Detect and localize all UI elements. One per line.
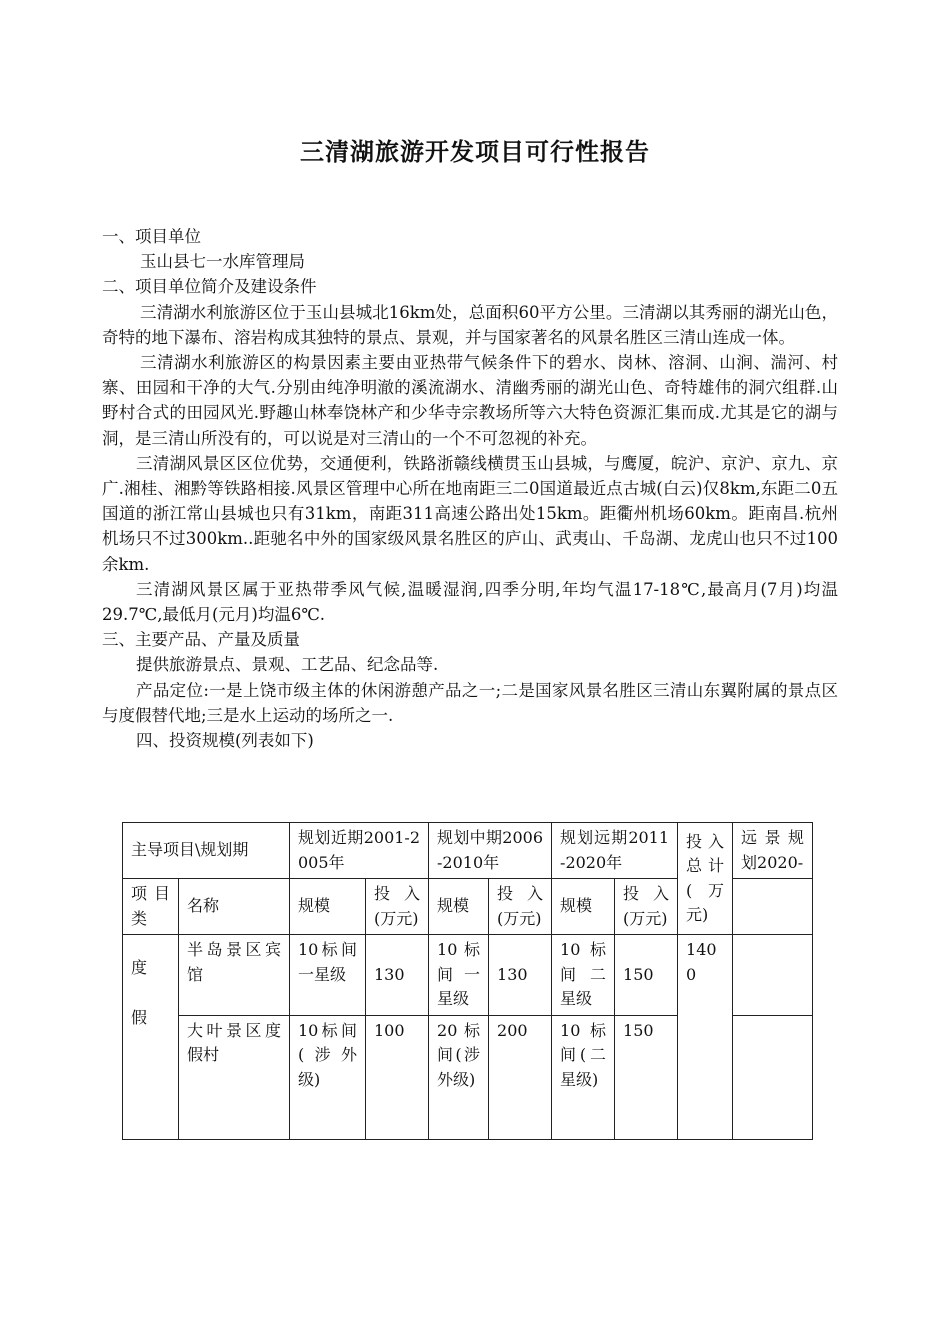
row-1-mid-invest: 130 xyxy=(489,935,552,1016)
section-2-heading: 二、项目单位简介及建设条件 xyxy=(102,277,317,297)
subheader-far-invest: 投入(万元) xyxy=(615,879,678,935)
row-2-mid-scale: 20标间(涉外级) xyxy=(429,1015,489,1139)
investment-table xyxy=(122,822,813,1140)
section-1-heading: 一、项目单位 xyxy=(102,227,201,246)
section-3-heading: 三、主要产品、产量及质量 xyxy=(102,630,300,650)
row-1-mid-scale: 10标间一星级 xyxy=(429,935,489,1016)
subheader-mid-invest: 投入(万元) xyxy=(489,879,552,935)
products-paragraph: 提供旅游景点、景观、工艺品、纪念品等. xyxy=(136,655,439,675)
row-1-far-scale: 10标间二星级 xyxy=(552,935,615,1016)
header-period-near: 规划近期2001-2005年 xyxy=(290,823,429,879)
section-4-heading: 四、投资规模(列表如下) xyxy=(136,731,314,751)
row-2-near-scale: 10标间(涉外级) xyxy=(290,1015,366,1139)
header-period-far: 规划远期2011-2020年 xyxy=(552,823,678,879)
subheader-far-scale: 规模 xyxy=(552,879,615,935)
subheader-near-invest: 投入(万元) xyxy=(366,879,429,935)
header-period-mid: 规划中期2006-2010年 xyxy=(429,823,552,879)
document-title: 三清湖旅游开发项目可行性报告 xyxy=(300,138,650,166)
intro-paragraph-3: 三清湖风景区区位优势，交通便利，铁路浙赣线横贯玉山县城，与鹰厦，皖沪、京沪、京九、京广.湘桂、湘黔等铁路相接.风景区管理中心所在地南距三二0国道最近点古城(白云)仅8km,东距二0五国道的浙江常山县城也只有31km，南距311高速公路出处15km。距衢州机场60km。距南昌.杭州机场只不过300km..距驰名中外的国家级风景名胜区的庐山、武夷山、千岛湖、龙虎山也只不过100余km. xyxy=(102,453,838,574)
subheader-future-empty xyxy=(733,879,813,935)
row-2-far-scale: 10标间(二星级) xyxy=(552,1015,615,1139)
table-row xyxy=(123,935,813,1016)
intro-paragraph-1: 三清湖水利旅游区位于玉山县城北16km处，总面积60平方公里。三清湖以其秀丽的湖光山色，奇特的地下瀑布、溶岩构成其独特的景点、景观，并与国家著名的风景名胜区三清山连成一体。 xyxy=(102,302,838,347)
row-1-total: 1400 xyxy=(678,935,733,1140)
row-1-near-scale: 10标间一星级 xyxy=(290,935,366,1016)
subheader-mid-scale: 规模 xyxy=(429,879,489,935)
project-unit-name: 玉山县七一水库管理局 xyxy=(140,252,305,272)
row-2-future xyxy=(733,1015,813,1139)
row-2-mid-invest: 200 xyxy=(489,1015,552,1139)
row-2-name: 大叶景区度假村 xyxy=(179,1015,290,1139)
row-1-future xyxy=(733,935,813,1016)
positioning-paragraph: 产品定位:一是上饶市级主体的休闲游憩产品之一;二是国家风景名胜区三清山东翼附属的景点区与度假替代地;三是水上运动的场所之一. xyxy=(102,680,838,725)
category-label: 度假 xyxy=(131,958,148,1027)
header-total-invest: 投入总计(万元) xyxy=(678,823,733,935)
subheader-name: 名称 xyxy=(179,879,290,935)
subheader-category: 项目类 xyxy=(123,879,179,935)
row-1-name: 半岛景区宾馆 xyxy=(179,935,290,1016)
table-header-row xyxy=(123,823,813,879)
header-main: 主导项目\规划期 xyxy=(123,823,290,879)
header-future: 远景规划2020- xyxy=(733,823,813,879)
row-2-far-invest: 150 xyxy=(615,1015,678,1139)
intro-paragraph-4: 三清湖风景区属于亚热带季风气候,温暖湿润,四季分明,年均气温17-18℃,最高月(7月)均温29.7℃,最低月(元月)均温6℃. xyxy=(102,579,838,625)
row-1-near-invest: 130 xyxy=(366,935,429,1016)
subheader-near-scale: 规模 xyxy=(290,879,366,935)
document-body xyxy=(102,224,838,753)
intro-paragraph-2: 三清湖水利旅游区的构景因素主要由亚热带气候条件下的碧水、岗林、溶洞、山涧、湍河、村寨、田园和干净的大气.分别由纯净明澈的溪流湖水、清幽秀丽的湖光山色、奇特雄伟的洞穴组群.山野村合式的田园风光.野趣山林奉饶林产和少华寺宗教场所等六大特色资源汇集而成.尤其是它的湖与洞，是三清山所没有的，可以说是对三清山的一个不可忽视的补充。 xyxy=(102,353,838,448)
row-1-far-invest: 150 xyxy=(615,935,678,1016)
category-cell xyxy=(123,935,179,1140)
row-2-near-invest: 100 xyxy=(366,1015,429,1139)
